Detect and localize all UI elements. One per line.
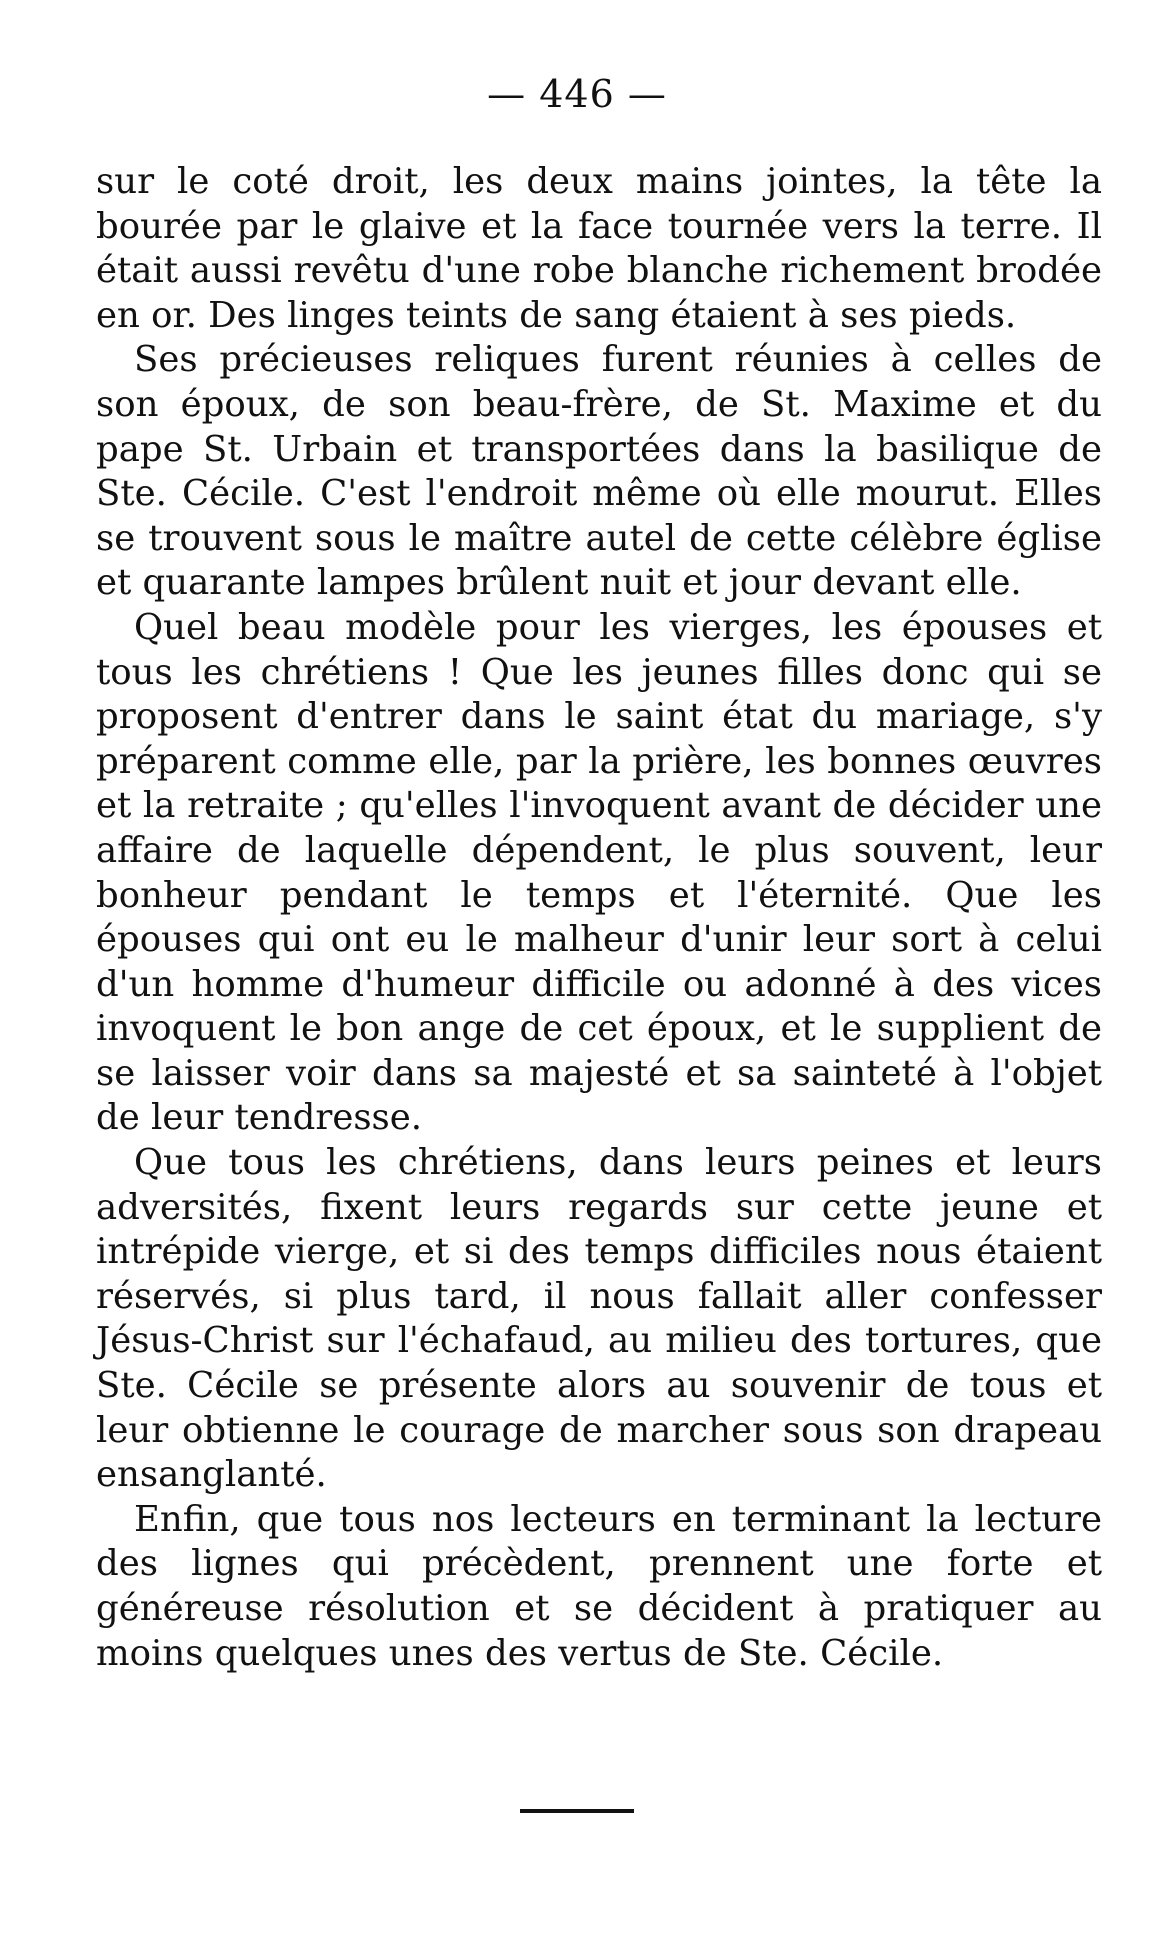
- body-text: [96, 160, 1102, 1676]
- page-number: — 446 —: [487, 72, 667, 116]
- paragraph-2: Ses précieuses reliques furent réunies à celles de son époux, de son beau-frère, de St. Maxime et du pape St. Urbain et transportées dans la basilique de Ste. Cécile. C'est l'endroit même où elle mourut. Elles se trouvent sous le maître autel de cette célèbre église et quarante lampes brûlent nuit et jour devant elle.: [96, 339, 1102, 604]
- paragraph-1: sur le coté droit, les deux mains jointes, la tête la bourée par le glaive et la face tournée vers la terre. Il était aussi revêtu d'une robe blanche richement brodée en or. Des linges teints de sang étaient à ses pieds.: [96, 161, 1102, 336]
- paragraph-4: Que tous les chrétiens, dans leurs peines et leurs adversités, fixent leurs regards sur cette jeune et intrépide vierge, et si des temps difficiles nous étaient réservés, si plus tard, il nous fallait aller confesser Jésus-Christ sur l'échafaud, au milieu des tortures, que Ste. Cécile se présente alors au souvenir de tous et leur obtienne le courage de marcher sous son drapeau ensanglanté.: [96, 1142, 1102, 1496]
- end-rule: [520, 1809, 634, 1813]
- paragraph-3: Quel beau modèle pour les vierges, les épouses et tous les chrétiens ! Que les jeunes filles donc qui se proposent d'entrer dans le saint état du mariage, s'y préparent comme elle, par la prière, les bonnes œuvres et la retraite ; qu'elles l'invoquent avant de décider une affaire de laquelle dépendent, le plus souvent, leur bonheur pendant le temps et l'éternité. Que les épouses qui ont eu le malheur d'unir leur sort à celui d'un homme d'humeur difficile ou adonné à des vices invoquent le bon ange de cet époux, et le supplient de se laisser voir dans sa majesté et sa sainteté à l'objet de leur tendresse.: [96, 606, 1102, 1139]
- paragraph-5: Enfin, que tous nos lecteurs en terminant la lecture des lignes qui précèdent, prennent une forte et généreuse résolution et se décident à pratiquer au moins quelques unes des vertus de Ste. Cécile.: [96, 1498, 1102, 1674]
